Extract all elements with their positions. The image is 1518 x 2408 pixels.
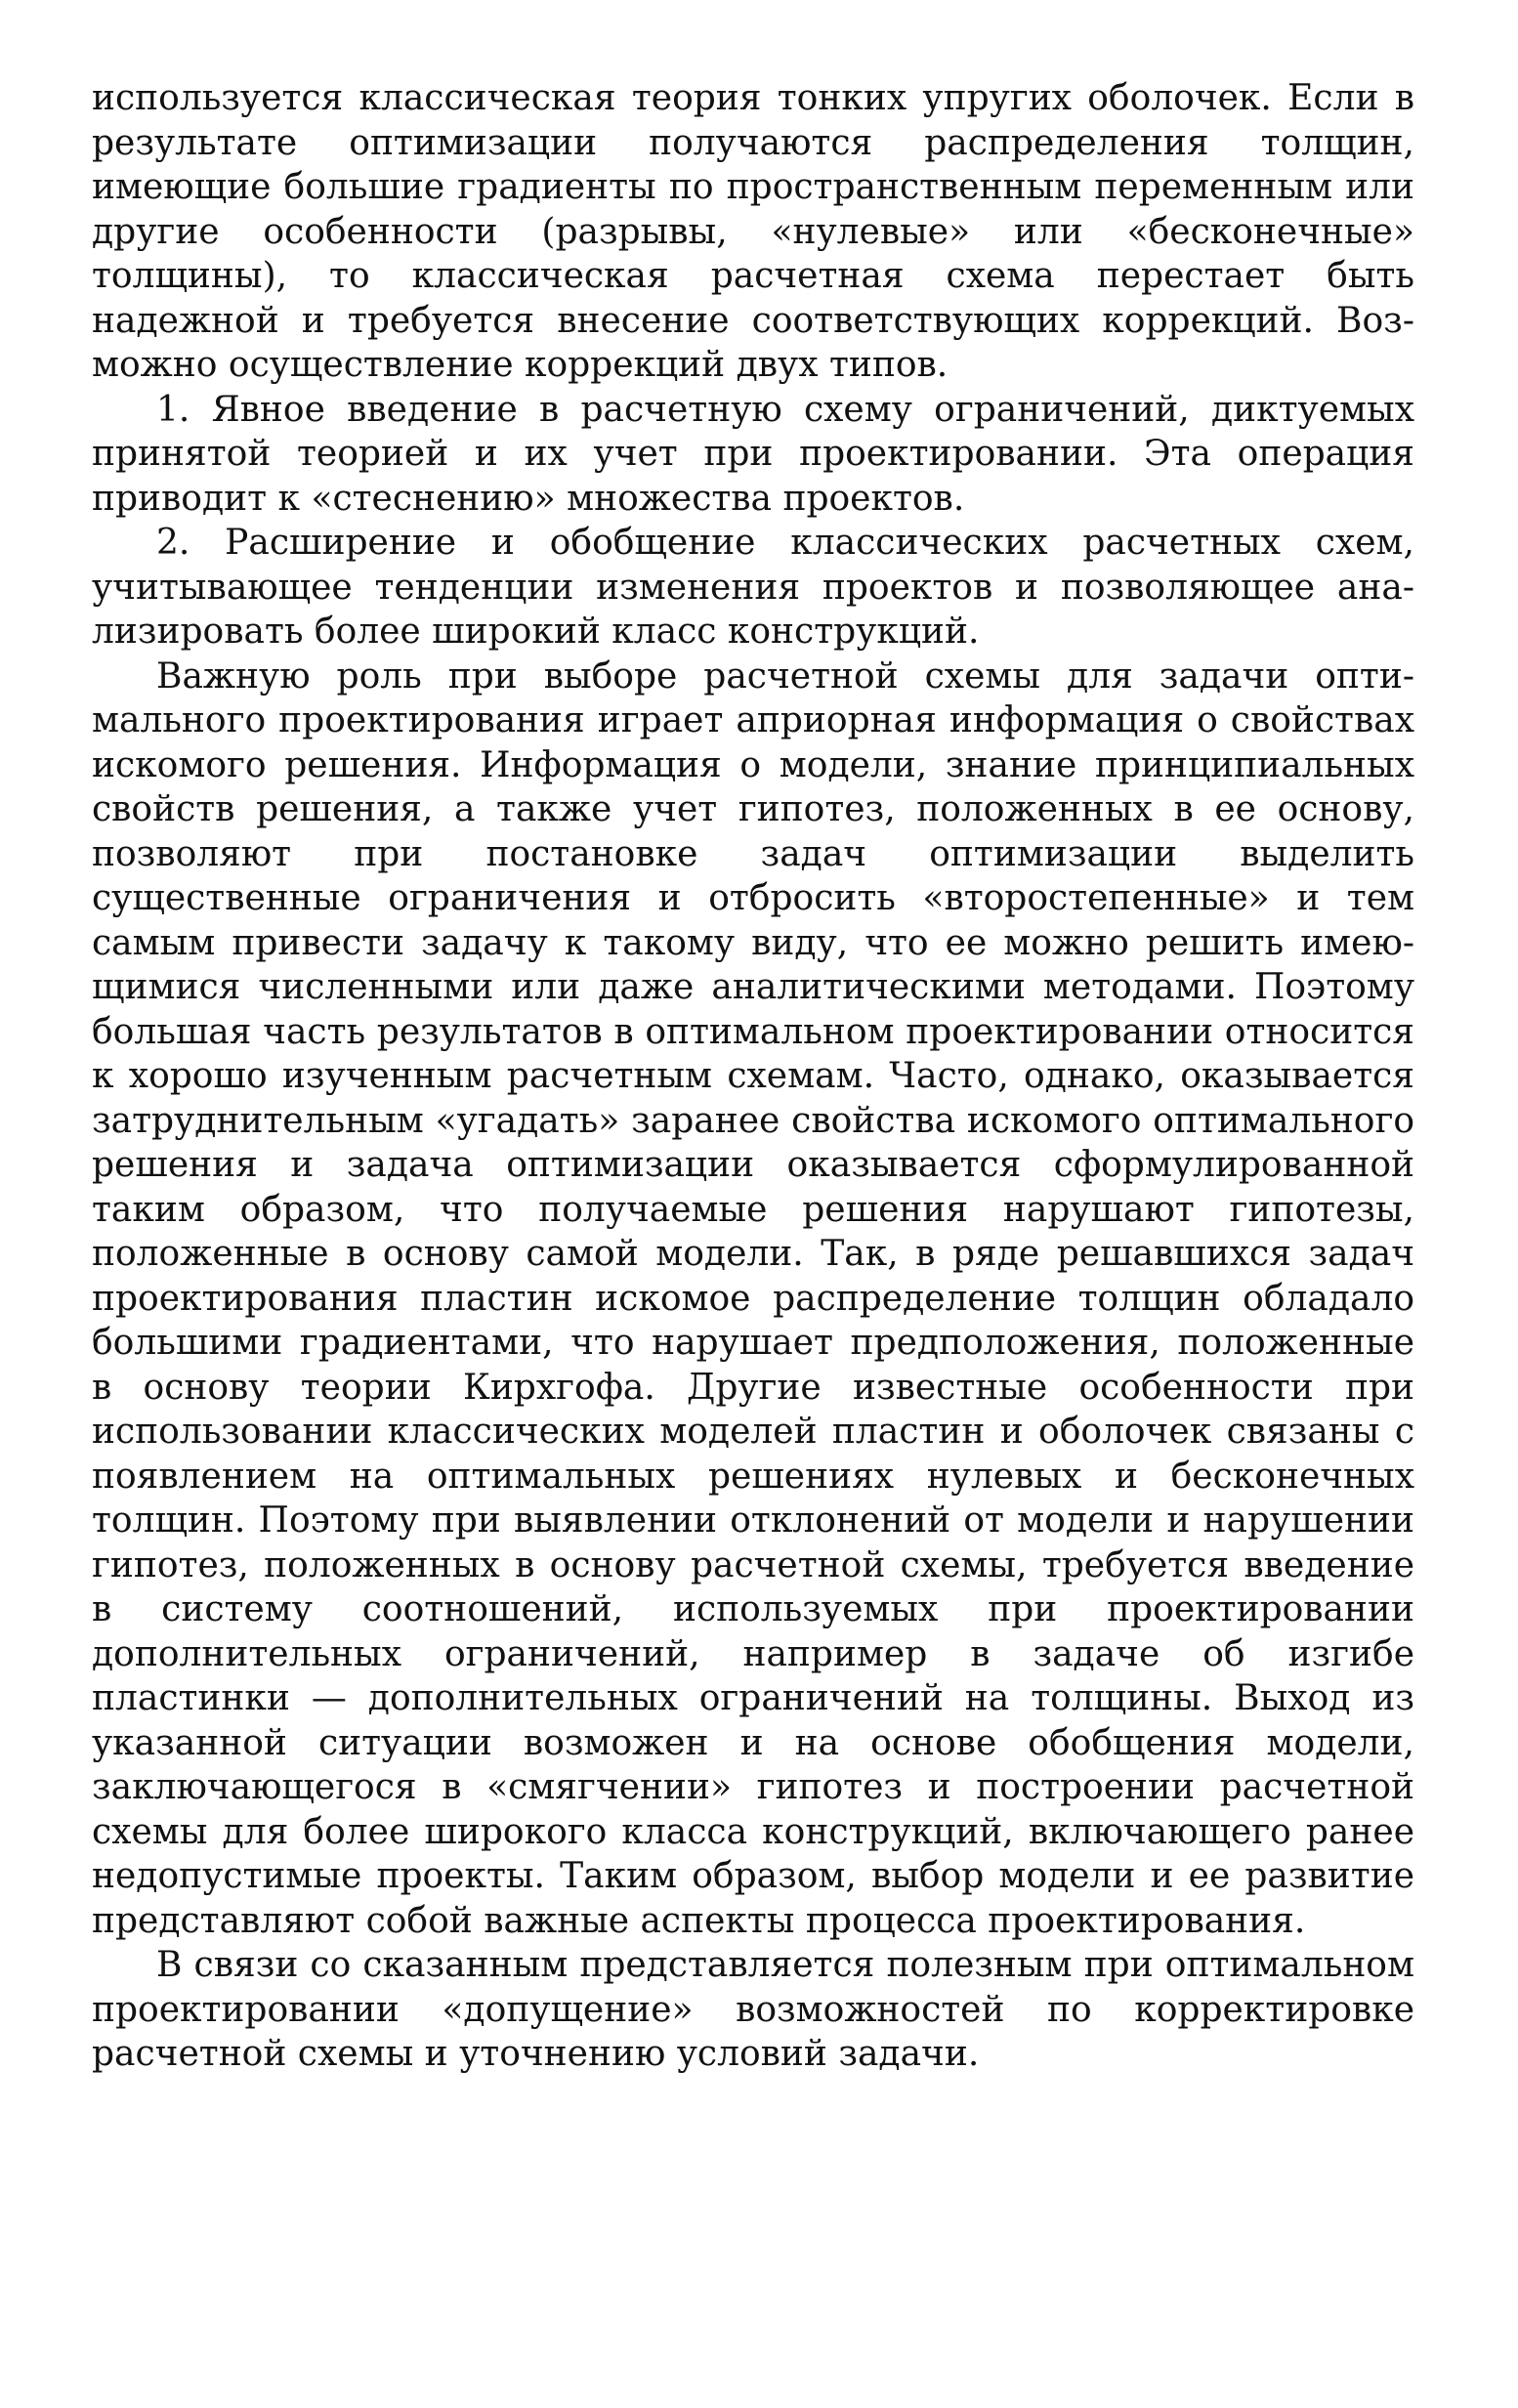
list-item-1: 1. Явное введение в расчетную схему ограничений, диктуемых принятой теорией и их учет при проектировании. Эта операция приводит к «стеснению» множества проектов. (92, 389, 1414, 519)
list-item-2: 2. Расширение и обобщение классических расчетных схем, учитывающее тенденции изменения проектов и позволяющее анализировать более широкий класс конструкций. (92, 523, 1414, 652)
paragraph-main: Важную роль при выборе расчетной схемы для задачи оптимального проектирования играет априорная информация о свойствах искомого решения. Информация о модели, знание принципиальных свойств решения, а также учет гипотез, положенных в ее основу, позволяют при постановке задач оптимизации выделить существенные ограничения и отбросить «второстепенные» и тем самым привести задачу к такому виду, что ее можно решить имеющимися численными или даже аналитическими методами. Поэтому большая часть результатов в оптимальном проектировании относится к хорошо изученным расчетным схемам. Часто, однако, оказывается затруднительным «угадать» заранее свойства искомого оптимального решения и задача оптимизации оказывается сформулированной таким образом, что получаемые решения нарушают гипотезы, положенные в основу самой модели. Так, в ряде решавшихся задач проектирования пластин искомое распределение толщин обладало большими градиентами, что нарушает предположения, положенные в основу теории Кирхгофа. Другие известные особенности при использовании классических моделей пластин и оболочек связаны с появлением на оптимальных решениях нулевых и бесконечных толщин. Поэтому при выявлении отклонений от модели и нарушении гипотез, положенных в основу расчетной схемы, требуется введение в систему соотношений, используемых при проектировании дополнительных ограничений, например в задаче об изгибе пластинки — дополнительных ограничений на толщины. Выход из указанной ситуации возможен и на основе обобщения модели, заключающегося в «смягчении» гипотез и построении расчетной схемы для более широкого класса конструкций, включающего ранее недопустимые проекты. Таким образом, выбор модели и ее развитие представляют собой важные аспекты процесса проектирования. (92, 655, 1414, 1941)
paragraph-intro: используется классическая теория тонких упругих оболочек. Если в результате оптимизации получаются распределения толщин, имеющие большие градиенты по пространственным переменным или другие особенности (разрывы, «нулевые» или «бесконечные» толщины), то классическая расчетная схема перестает быть надежной и требуется внесение соответствующих коррекций. Возможно осуществление коррекций двух типов. (92, 78, 1414, 385)
paragraph-conclusion: В связи со сказанным представляется полезным при оптимальном проектировании «допущение» возможностей по корректировке расчетной схемы и уточнению условий задачи. (92, 1945, 1414, 2074)
document-page (92, 76, 1414, 2077)
page-blank-area (0, 2051, 1518, 2408)
